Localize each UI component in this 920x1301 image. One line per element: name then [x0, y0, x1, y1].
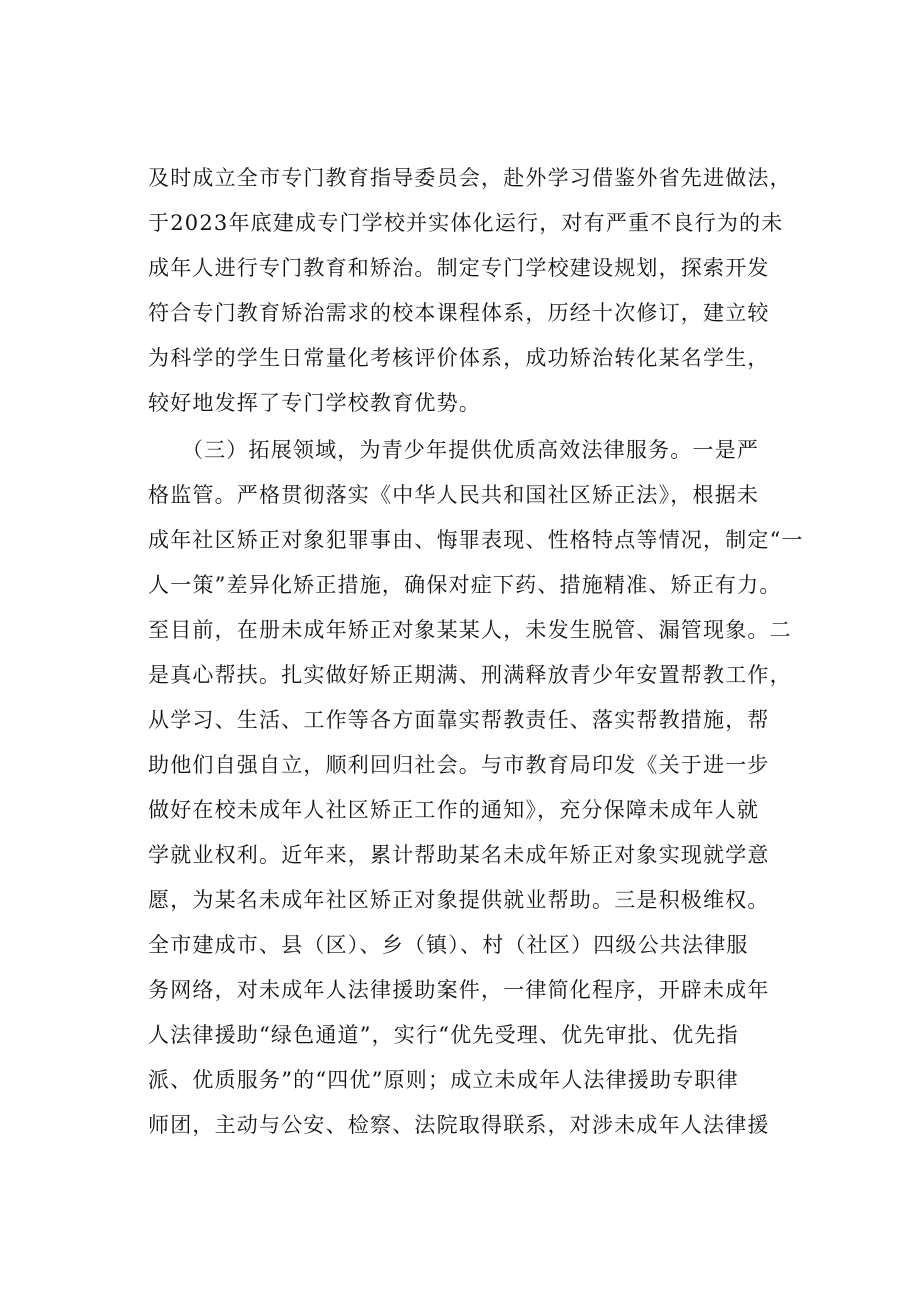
text-line: 较好地发挥了专门学校教育优势。 [148, 391, 481, 415]
paragraph-specialized-school [148, 156, 808, 426]
text-line: 人法律援助“绿色通道”，实行“优先受理、优先审批、优先指 [148, 1023, 739, 1047]
text-line: 成年社区矫正对象犯罪事由、悔罪表现、性格特点等情况，制定“一 [148, 528, 804, 552]
text-line: 愿，为某名未成年社区矫正对象提供就业帮助。三是积极维权。 [148, 888, 770, 912]
text-line: 师团，主动与公安、检察、法院取得联系，对涉未成年人法律援 [148, 1113, 770, 1137]
paragraph-legal-services [148, 428, 808, 1148]
text-line: 人一策”差异化矫正措施，确保对症下药、措施精准、矫正有力。 [148, 573, 782, 597]
text-line: 全市建成市、县（区）、乡（镇）、村（社区）四级公共法律服 [148, 933, 749, 957]
text-line: 从学习、生活、工作等各方面靠实帮教责任、落实帮教措施，帮 [148, 708, 770, 732]
text-line: 务网络，对未成年人法律援助案件，一律简化程序，开辟未成年 [148, 978, 770, 1002]
text-line: 成年人进行专门教育和矫治。制定专门学校建设规划，探索开发 [148, 256, 770, 280]
text-line: 及时成立全市专门教育指导委员会，赴外学习借鉴外省先进做法， [148, 166, 792, 190]
text-line: 为科学的学生日常量化考核评价体系，成功矫治转化某名学生， [148, 346, 770, 370]
text-line: 符合专门教育矫治需求的校本课程体系，历经十次修订，建立较 [148, 301, 770, 325]
text-line: 助他们自强自立，顺利回归社会。与市教育局印发《关于进一步 [148, 753, 770, 777]
text-line: 做好在校未成年人社区矫正工作的通知》，充分保障未成年人就 [148, 798, 760, 822]
text-line: 派、优质服务”的“四优”原则；成立未成年人法律援助专职律 [148, 1068, 739, 1092]
text-line: 学就业权利。近年来，累计帮助某名未成年矫正对象实现就学意 [148, 843, 770, 867]
text-line: 是真心帮扶。扎实做好矫正期满、刑满释放青少年安置帮教工作， [148, 663, 792, 687]
section-heading-line: （三）拓展领域，为青少年提供优质高效法律服务。一是严 [148, 438, 760, 462]
text-line: 至目前，在册未成年矫正对象某某人，未发生脱管、漏管现象。二 [148, 618, 792, 642]
text-line: 格监管。严格贯彻落实《中华人民共和国社区矫正法》，根据未 [148, 483, 760, 507]
text-line: 于2023年底建成专门学校并实体化运行，对有严重不良行为的未 [148, 211, 784, 235]
